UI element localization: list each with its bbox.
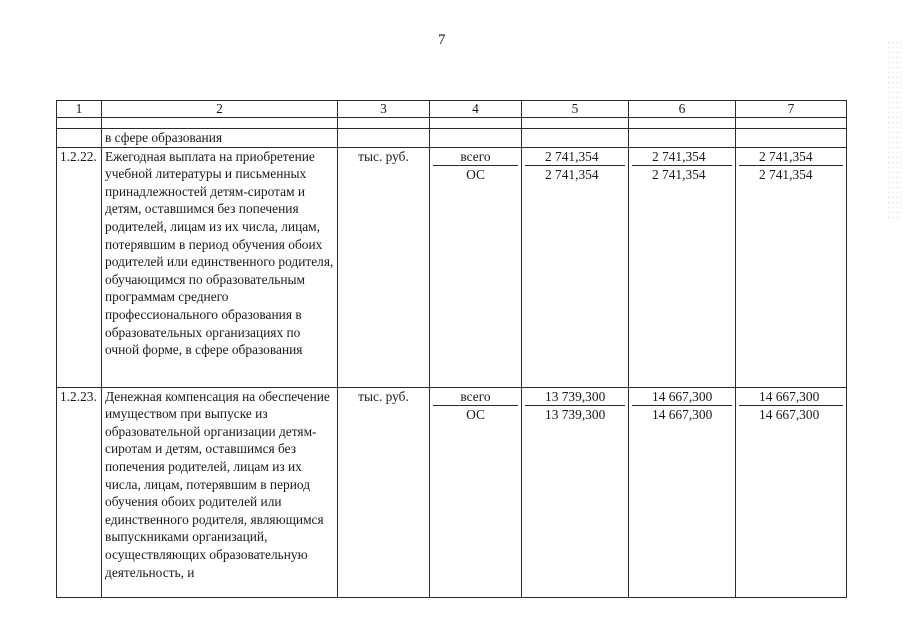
value-os: 2 741,354 — [759, 166, 813, 182]
blank-cell — [102, 118, 338, 129]
header-cell-2: 2 — [102, 101, 338, 118]
budget-table — [56, 100, 847, 598]
blank-cell — [522, 118, 629, 129]
sub-label-os: ОС — [466, 406, 485, 422]
blank-cell — [338, 118, 430, 129]
row-col5 — [522, 147, 629, 387]
row-col5 — [522, 387, 629, 597]
value-total: 14 667,300 — [632, 388, 732, 406]
row-description: Ежегодная выплата на приобретение учебной литературы и письменных принадлежностей детям-сиротам и детям, оставшимся без попечения родителей, лицам из их числа, лицам, потерявшим в период обучения обоих родителей или единственного родителя, обучающимся по образовательным программам среднего профессионального образования в образовательных организациях по очной форме, в сфере образования — [102, 147, 338, 387]
blank-cell — [430, 118, 522, 129]
row-number: 1.2.22. — [57, 147, 102, 387]
table-row — [57, 387, 847, 597]
value-total: 14 667,300 — [739, 388, 843, 406]
row-unit: тыс. руб. — [338, 387, 430, 597]
row-col6 — [629, 147, 736, 387]
continuation-row — [57, 129, 847, 148]
continuation-cell — [629, 129, 736, 148]
header-cell-4: 4 — [430, 101, 522, 118]
continuation-text: в сфере образования — [102, 129, 338, 148]
row-number: 1.2.23. — [57, 387, 102, 597]
value-total: 2 741,354 — [632, 148, 732, 166]
table-header-row — [57, 101, 847, 118]
scan-noise — [887, 40, 901, 220]
header-cell-3: 3 — [338, 101, 430, 118]
value-os: 2 741,354 — [545, 166, 599, 182]
document-table-container — [56, 100, 846, 598]
header-cell-1: 1 — [57, 101, 102, 118]
value-os: 14 667,300 — [652, 406, 713, 422]
header-cell-6: 6 — [629, 101, 736, 118]
row-sub-labels — [430, 387, 522, 597]
sub-label-total: всего — [433, 388, 518, 406]
page-number: 7 — [438, 32, 446, 48]
value-total: 2 741,354 — [525, 148, 625, 166]
row-sub-labels — [430, 147, 522, 387]
sub-label-total: всего — [433, 148, 518, 166]
header-cell-5: 5 — [522, 101, 629, 118]
row-col7 — [736, 387, 847, 597]
blank-cell — [629, 118, 736, 129]
value-total: 13 739,300 — [525, 388, 625, 406]
header-cell-7: 7 — [736, 101, 847, 118]
value-os: 13 739,300 — [545, 406, 606, 422]
row-description: Денежная компенсация на обеспечение имуществом при выпуске из образовательной организации детям-сиротам и детям, оставшимся без попечения родителей, лицам из их числа, лицам, потерявшим в период обучения обоих родителей или единственного родителя, являющимся выпускниками организаций, осуществляющих образовательную деятельность, и — [102, 387, 338, 597]
blank-row — [57, 118, 847, 129]
continuation-cell — [430, 129, 522, 148]
value-os: 14 667,300 — [759, 406, 820, 422]
row-col6 — [629, 387, 736, 597]
value-os: 2 741,354 — [652, 166, 706, 182]
row-col7 — [736, 147, 847, 387]
blank-cell — [736, 118, 847, 129]
row-unit: тыс. руб. — [338, 147, 430, 387]
continuation-cell — [338, 129, 430, 148]
blank-cell — [57, 118, 102, 129]
continuation-cell — [522, 129, 629, 148]
value-total: 2 741,354 — [739, 148, 843, 166]
continuation-cell — [736, 129, 847, 148]
sub-label-os: ОС — [466, 166, 485, 182]
table-row — [57, 147, 847, 387]
continuation-num-cell — [57, 129, 102, 148]
